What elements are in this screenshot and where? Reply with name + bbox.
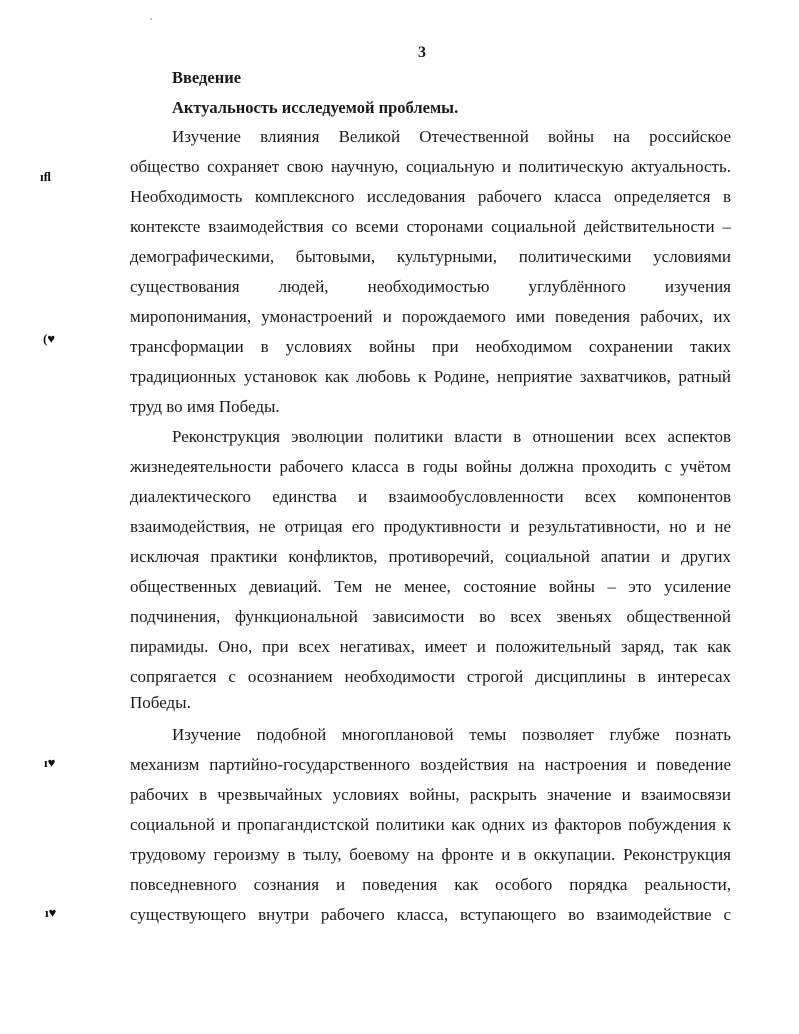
- paragraph-3-line: повседневного сознания и поведения как особого порядка реальности,: [130, 875, 731, 894]
- margin-mark-icon: ı♥: [45, 905, 57, 920]
- paragraph-1-line: трансформации в условиях войны при необходимом сохранении таких: [130, 337, 731, 356]
- paragraph-1-line: контексте взаимодействия со всеми сторонами социальной действительности –: [130, 217, 731, 236]
- margin-mark-icon: (♥: [43, 331, 56, 346]
- paragraph-3-line: рабочих в чрезвычайных условиях войны, раскрыть значение и взаимосвязи: [130, 785, 731, 804]
- paragraph-2-line: пирамиды. Оно, при всех негативах, имеет и положительный заряд, так как: [130, 637, 731, 656]
- paragraph-3-line: Изучение подобной многоплановой темы позволяет глубже познать: [172, 725, 731, 744]
- paragraph-2-line: Реконструкция эволюции политики власти в отношении всех аспектов: [172, 427, 731, 446]
- paragraph-1-line: миропонимания, умонастроений и порождаемого ими поведения рабочих, их: [130, 307, 731, 326]
- paragraph-1-line: Необходимость комплексного исследования рабочего класса определяется в: [130, 187, 731, 206]
- paragraph-2-line: общественных девиаций. Тем не менее, состояние войны – это усиление: [130, 577, 731, 596]
- margin-mark-icon: ıﬂ: [40, 169, 51, 184]
- page-number: 3: [418, 44, 426, 61]
- paragraph-3-line: существующего внутри рабочего класса, вступающего во взаимодействие с: [130, 905, 731, 924]
- paragraph-1-line: существования людей, необходимостью углублённого изучения: [130, 277, 731, 296]
- paragraph-2-line: подчинения, функциональной зависимости во всех звеньях общественной: [130, 607, 731, 626]
- paragraph-1-line: общество сохраняет свою научную, социальную и политическую актуальность.: [130, 157, 731, 176]
- paragraph-1-line: демографическими, бытовыми, культурными, политическими условиями: [130, 247, 731, 266]
- paragraph-2-line: Победы.: [130, 693, 191, 712]
- paragraph-2-line: сопрягается с осознанием необходимости строгой дисциплины в интересах: [130, 667, 731, 686]
- section-heading-relevance: Актуальность исследуемой проблемы.: [172, 98, 459, 117]
- paragraph-3-line: трудовому героизму в тылу, боевому на фронте и в оккупации. Реконструкция: [130, 845, 731, 864]
- paragraph-2-line: взаимодействия, не отрицая его продуктивности и результативности, но и не: [130, 517, 731, 536]
- paragraph-1-line: труд во имя Победы.: [130, 397, 280, 416]
- paragraph-2-line: жизнедеятельности рабочего класса в годы войны должна проходить с учётом: [130, 457, 731, 476]
- paragraph-3-line: механизм партийно-государственного воздействия на настроения и поведение: [130, 755, 731, 774]
- paragraph-2-line: диалектического единства и взаимообусловленности всех компонентов: [130, 487, 731, 506]
- paragraph-2-line: исключая практики конфликтов, противоречий, социальной апатии и других: [130, 547, 731, 566]
- scan-speck: [150, 18, 152, 20]
- margin-mark-icon: ı♥: [44, 755, 56, 770]
- paragraph-1-line: традиционных установок как любовь к Родине, неприятие захватчиков, ратный: [130, 367, 731, 386]
- section-heading-intro: Введение: [172, 68, 242, 87]
- paragraph-1-line: Изучение влияния Великой Отечественной войны на российское: [172, 127, 731, 146]
- paragraph-3-line: социальной и пропагандистской политики как одних из факторов побуждения к: [130, 815, 731, 834]
